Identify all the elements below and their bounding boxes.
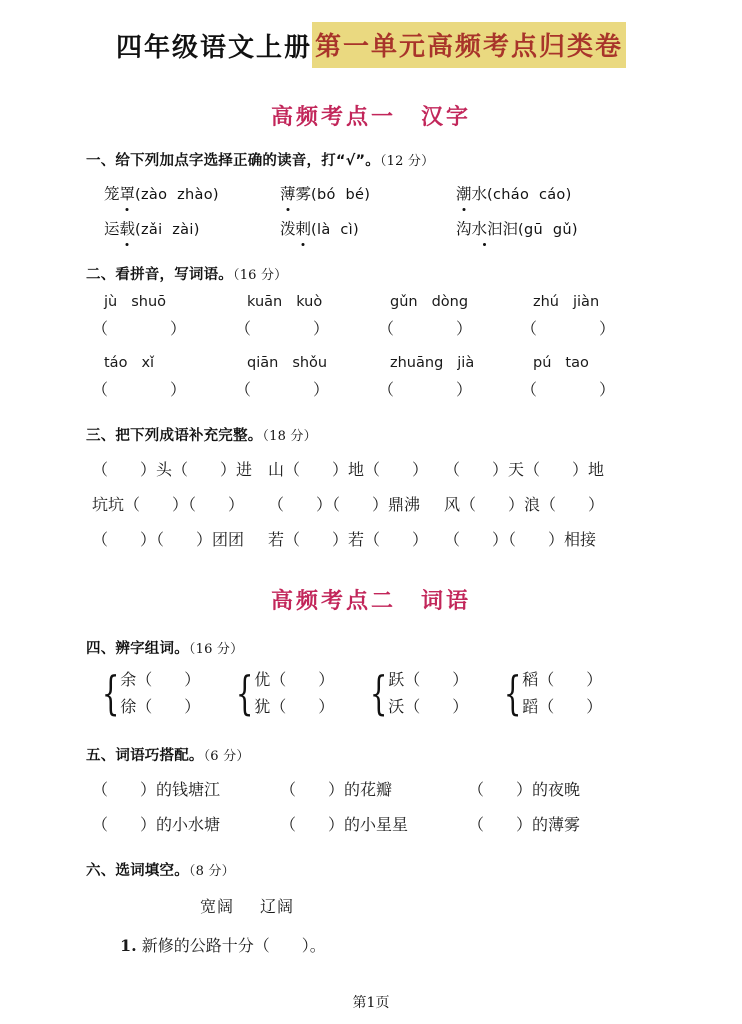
collocation-blank[interactable]: （ ）的小水塘 [92,815,221,834]
pinyin-choice-item[interactable] [104,217,280,239]
curly-brace-icon: { [503,666,522,720]
character-pair-row [96,666,742,720]
pair-top[interactable]: 跃（ ） [388,670,469,689]
answer-blank[interactable]: （ ） [92,319,187,338]
idiom-row [92,457,742,480]
pinyin-options[interactable]: (zǎi zài) [135,222,200,238]
pair-top[interactable]: 稻（ ） [522,670,603,689]
char-2: 水 [471,185,488,203]
answer-blank[interactable]: （ ） [378,319,473,338]
pinyin-prompt-row [104,355,742,371]
answer-blank-row [92,316,742,339]
section-heading-1: 高频考点一 汉字 [270,104,471,130]
char-1: 运 [104,220,120,238]
pinyin-prompt: pú tao [533,355,589,371]
word-bank-option[interactable]: 宽阔 [200,897,235,916]
pinyin-options[interactable]: (cháo cáo) [487,187,572,203]
idiom-blank[interactable]: 风（ ）浪（ ） [444,495,605,514]
pinyin-options[interactable]: (là cì) [311,222,359,238]
exercise-2-group [0,355,742,400]
answer-blank[interactable]: （ ） [235,380,330,399]
exercise-4-heading [86,637,742,658]
idiom-blank[interactable]: （ ）（ ）相接 [444,530,597,549]
pinyin-choice-item[interactable] [280,182,456,204]
exercise-4-points: （16 分） [188,642,244,657]
page-footer: 第1页 [352,995,390,1011]
idiom-blank[interactable]: 若（ ）若（ ） [268,530,429,549]
answer-blank[interactable]: （ ） [235,319,330,338]
char-1-dotted: 潮 [456,182,472,204]
exercise-3-title: 三、把下列成语补充完整。 [86,428,263,444]
exercise-1-row [104,217,742,239]
phrase-with-dot: 沟水汩汩 [456,217,518,239]
pair-bottom[interactable]: 犹（ ） [254,697,335,716]
exercise-3-heading [86,424,742,445]
curly-brace-icon: { [369,666,388,720]
fill-blank-item[interactable] [120,933,742,956]
curly-brace-icon: { [101,666,120,720]
exercise-6-title: 六、选词填空。 [86,863,189,879]
item-text: 新修的公路十分（ ）。 [141,936,326,955]
answer-blank[interactable]: （ ） [521,380,616,399]
answer-blank[interactable]: （ ） [92,380,187,399]
exercise-2-title: 二、看拼音，写词语。 [86,267,233,283]
pinyin-prompt: táo xǐ [104,355,155,371]
pair-bottom[interactable]: 蹈（ ） [522,697,603,716]
exercise-1-title: 一、给下列加点字选择正确的读音，打“√”。 [86,153,380,169]
collocation-blank[interactable]: （ ）的钱塘江 [92,780,221,799]
idiom-blank[interactable]: （ ）头（ ）进 [92,460,253,479]
exercise-6-heading [86,859,742,880]
pinyin-choice-item[interactable] [280,217,456,239]
char-2: 雾 [295,185,312,203]
exercise-5-heading [86,744,742,765]
exercise-2-points: （16 分） [233,268,288,283]
char-2-dotted: 罩 [120,182,136,204]
pinyin-choice-item[interactable] [456,217,632,239]
word-bank [200,894,742,917]
character-pair [498,666,632,720]
collocation-blank[interactable]: （ ）的薄雾 [468,815,581,834]
exercise-6-points: （8 分） [188,864,235,879]
pinyin-prompt-row [104,294,742,310]
page-title [0,0,742,68]
pair-top[interactable]: 优（ ） [254,670,335,689]
collocation-blank[interactable]: （ ）的夜晚 [468,780,581,799]
pair-bottom[interactable]: 沃（ ） [388,697,469,716]
pinyin-options[interactable]: (zào zhào) [135,187,219,203]
collocation-row [92,812,742,835]
exercise-1-points: （12 分） [379,154,435,169]
idiom-blank[interactable]: 坑坑（ ）（ ） [92,495,245,514]
collocation-blank[interactable]: （ ）的花瓣 [280,780,393,799]
idiom-blank[interactable]: （ ）天（ ）地 [444,460,605,479]
pinyin-prompt: qiān shǒu [247,355,328,371]
char-1: 笼 [104,185,120,203]
char-1: 泼 [280,220,296,238]
dot-marker [483,243,486,246]
idiom-row [92,492,742,515]
pinyin-prompt: zhú jiàn [533,294,600,310]
char-2-dotted: 载 [120,217,136,239]
exercise-5-points: （6 分） [203,749,250,764]
exercise-1-heading [86,149,742,170]
answer-blank-row [92,377,742,400]
item-number: 1. [120,936,137,955]
char-1-dotted: 薄 [280,182,296,204]
pair-words [120,666,200,720]
collocation-row [92,777,742,800]
pair-top[interactable]: 余（ ） [120,670,201,689]
pinyin-prompt: jù shuō [104,294,167,310]
pinyin-prompt: gǔn dòng [390,294,469,310]
exercise-2-group [0,294,742,339]
idiom-row [92,527,742,550]
pinyin-prompt: kuān kuò [247,294,323,310]
pair-bottom[interactable]: 徐（ ） [120,697,201,716]
pinyin-choice-item[interactable] [456,182,632,204]
word-bank-option[interactable]: 辽阔 [260,897,295,916]
pinyin-options[interactable]: (gū gǔ) [518,222,578,238]
exercise-2-heading [86,263,742,284]
answer-blank[interactable]: （ ） [378,380,473,399]
idiom-blank[interactable]: （ ）（ ）团团 [92,530,245,549]
pinyin-options[interactable]: (bó bé) [311,187,371,203]
char-2-dotted: 剌 [296,217,312,239]
idiom-blank[interactable]: （ ）（ ）鼎沸 [268,495,421,514]
character-pair [230,666,364,720]
character-pair [364,666,498,720]
exercise-5-title: 五、词语巧搭配。 [86,748,204,764]
exercise-3-points: （18 分） [262,429,317,444]
title-highlighted-part: 第一单元高频考点归类卷 [312,22,626,68]
pair-words [522,666,602,720]
exercise-1-row [104,182,742,204]
pair-words [254,666,334,720]
section-heading-2: 高频考点二 词语 [270,588,471,614]
pinyin-choice-item[interactable] [104,182,280,204]
collocation-blank[interactable]: （ ）的小星星 [280,815,409,834]
exercise-4-title: 四、辨字组词。 [86,641,189,657]
answer-blank[interactable]: （ ） [521,319,616,338]
pinyin-prompt: zhuāng jià [390,355,475,371]
character-pair [96,666,230,720]
title-plain-part: 四年级语文上册 [115,32,312,63]
curly-brace-icon: { [235,666,254,720]
pair-words [388,666,468,720]
idiom-blank[interactable]: 山（ ）地（ ） [268,460,429,479]
